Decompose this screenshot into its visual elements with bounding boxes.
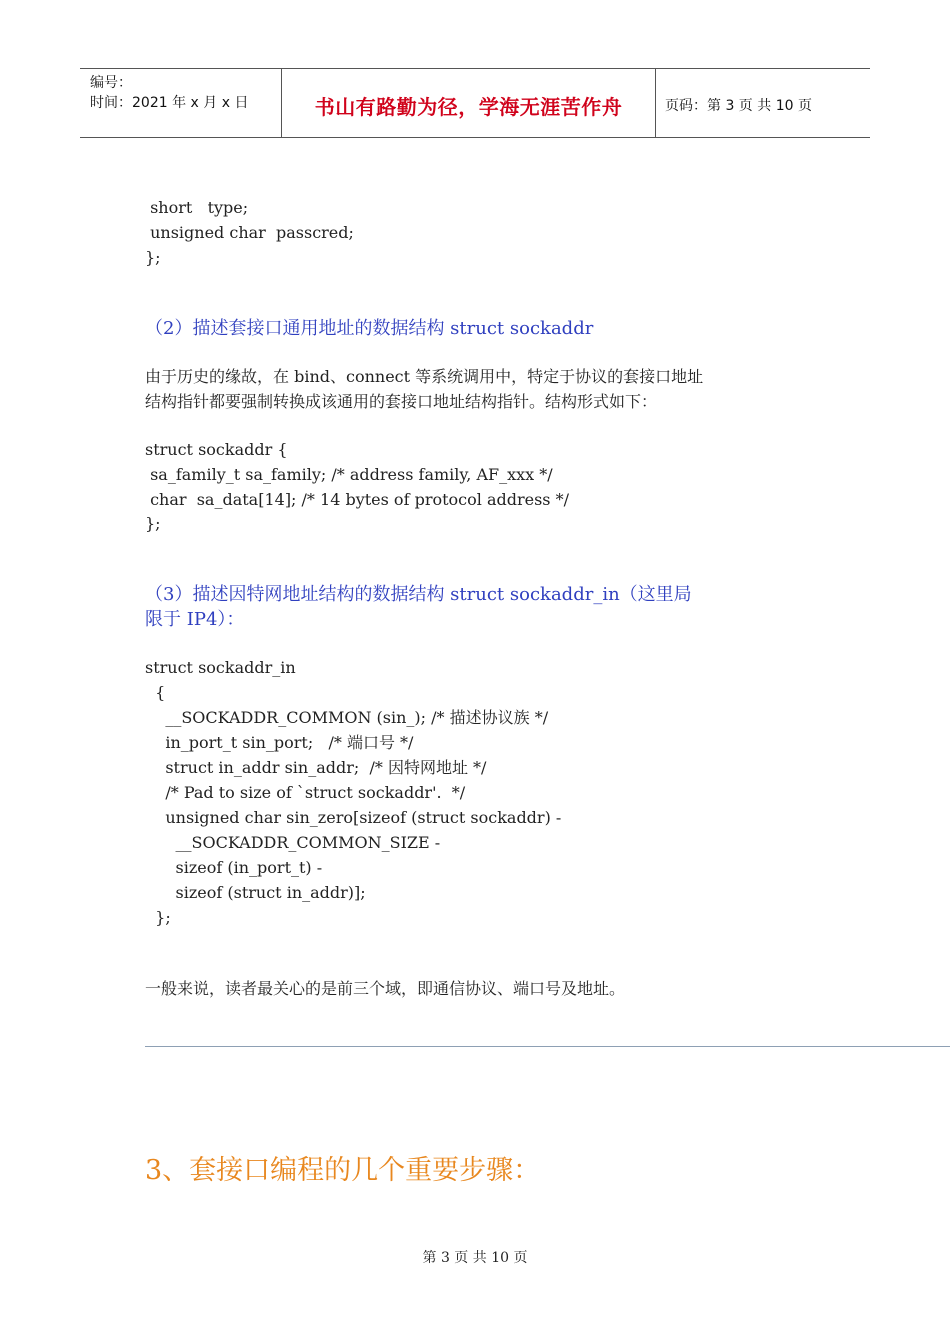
- paragraph-line: 由于历史的缘故，在 bind、connect 等系统调用中，特定于协议的套接口地址: [145, 367, 704, 386]
- code-line: short type;: [145, 198, 249, 217]
- page-info: 页码：第 3 页 共 10 页: [665, 98, 812, 114]
- code-line: in_port_t sin_port; /* 端口号 */: [145, 733, 414, 752]
- motto-text: 书山有路勤为径，学海无涯苦作舟: [314, 95, 623, 119]
- code-line: unsigned char passcred;: [145, 223, 354, 242]
- header-right-cell: [655, 69, 870, 137]
- code-line: struct sockaddr {: [145, 440, 288, 459]
- code-line: };: [145, 514, 161, 533]
- code-line: struct sockaddr_in: [145, 658, 296, 677]
- date-label: 时间：2021 年 x 月 x 日: [90, 95, 249, 111]
- code-line: unsigned char sin_zero[sizeof (struct sockaddr) -: [145, 808, 562, 827]
- code-line: sizeof (in_port_t) -: [145, 858, 323, 877]
- page-header: [80, 68, 870, 138]
- subsection-heading-2: （2）描述套接口通用地址的数据结构 struct sockaddr: [145, 318, 594, 339]
- code-line: struct in_addr sin_addr; /* 因特网地址 */: [145, 758, 487, 777]
- header-motto-cell: [281, 69, 656, 137]
- code-line: /* Pad to size of `struct sockaddr'. */: [145, 783, 466, 802]
- code-line: };: [145, 908, 171, 927]
- code-line: char sa_data[14]; /* 14 bytes of protocol address */: [145, 490, 569, 509]
- header-left-cell: [80, 69, 281, 137]
- code-line: sa_family_t sa_family; /* address family, AF_xxx */: [145, 465, 553, 484]
- paragraph-line: 一般来说，读者最关心的是前三个域，即通信协议、端口号及地址。: [145, 979, 626, 998]
- section-divider: [145, 1046, 950, 1047]
- page-footer: 第 3 页 共 10 页: [422, 1250, 528, 1266]
- code-line: sizeof (struct in_addr)];: [145, 883, 366, 902]
- code-line: __SOCKADDR_COMMON (sin_); /* 描述协议族 */: [145, 708, 549, 727]
- paragraph-line: 结构指针都要强制转换成该通用的套接口地址结构指针。结构形式如下：: [145, 392, 658, 411]
- subsection-heading-3-cont: 限于 IP4）：: [145, 609, 245, 630]
- document-number-label: 编号：: [90, 75, 132, 91]
- section-heading: 3、套接口编程的几个重要步骤：: [145, 1155, 541, 1186]
- code-line: };: [145, 248, 161, 267]
- subsection-heading-3: （3）描述因特网地址结构的数据结构 struct sockaddr_in（这里局: [145, 584, 692, 605]
- code-line: __SOCKADDR_COMMON_SIZE -: [145, 833, 441, 852]
- code-line: {: [145, 683, 166, 702]
